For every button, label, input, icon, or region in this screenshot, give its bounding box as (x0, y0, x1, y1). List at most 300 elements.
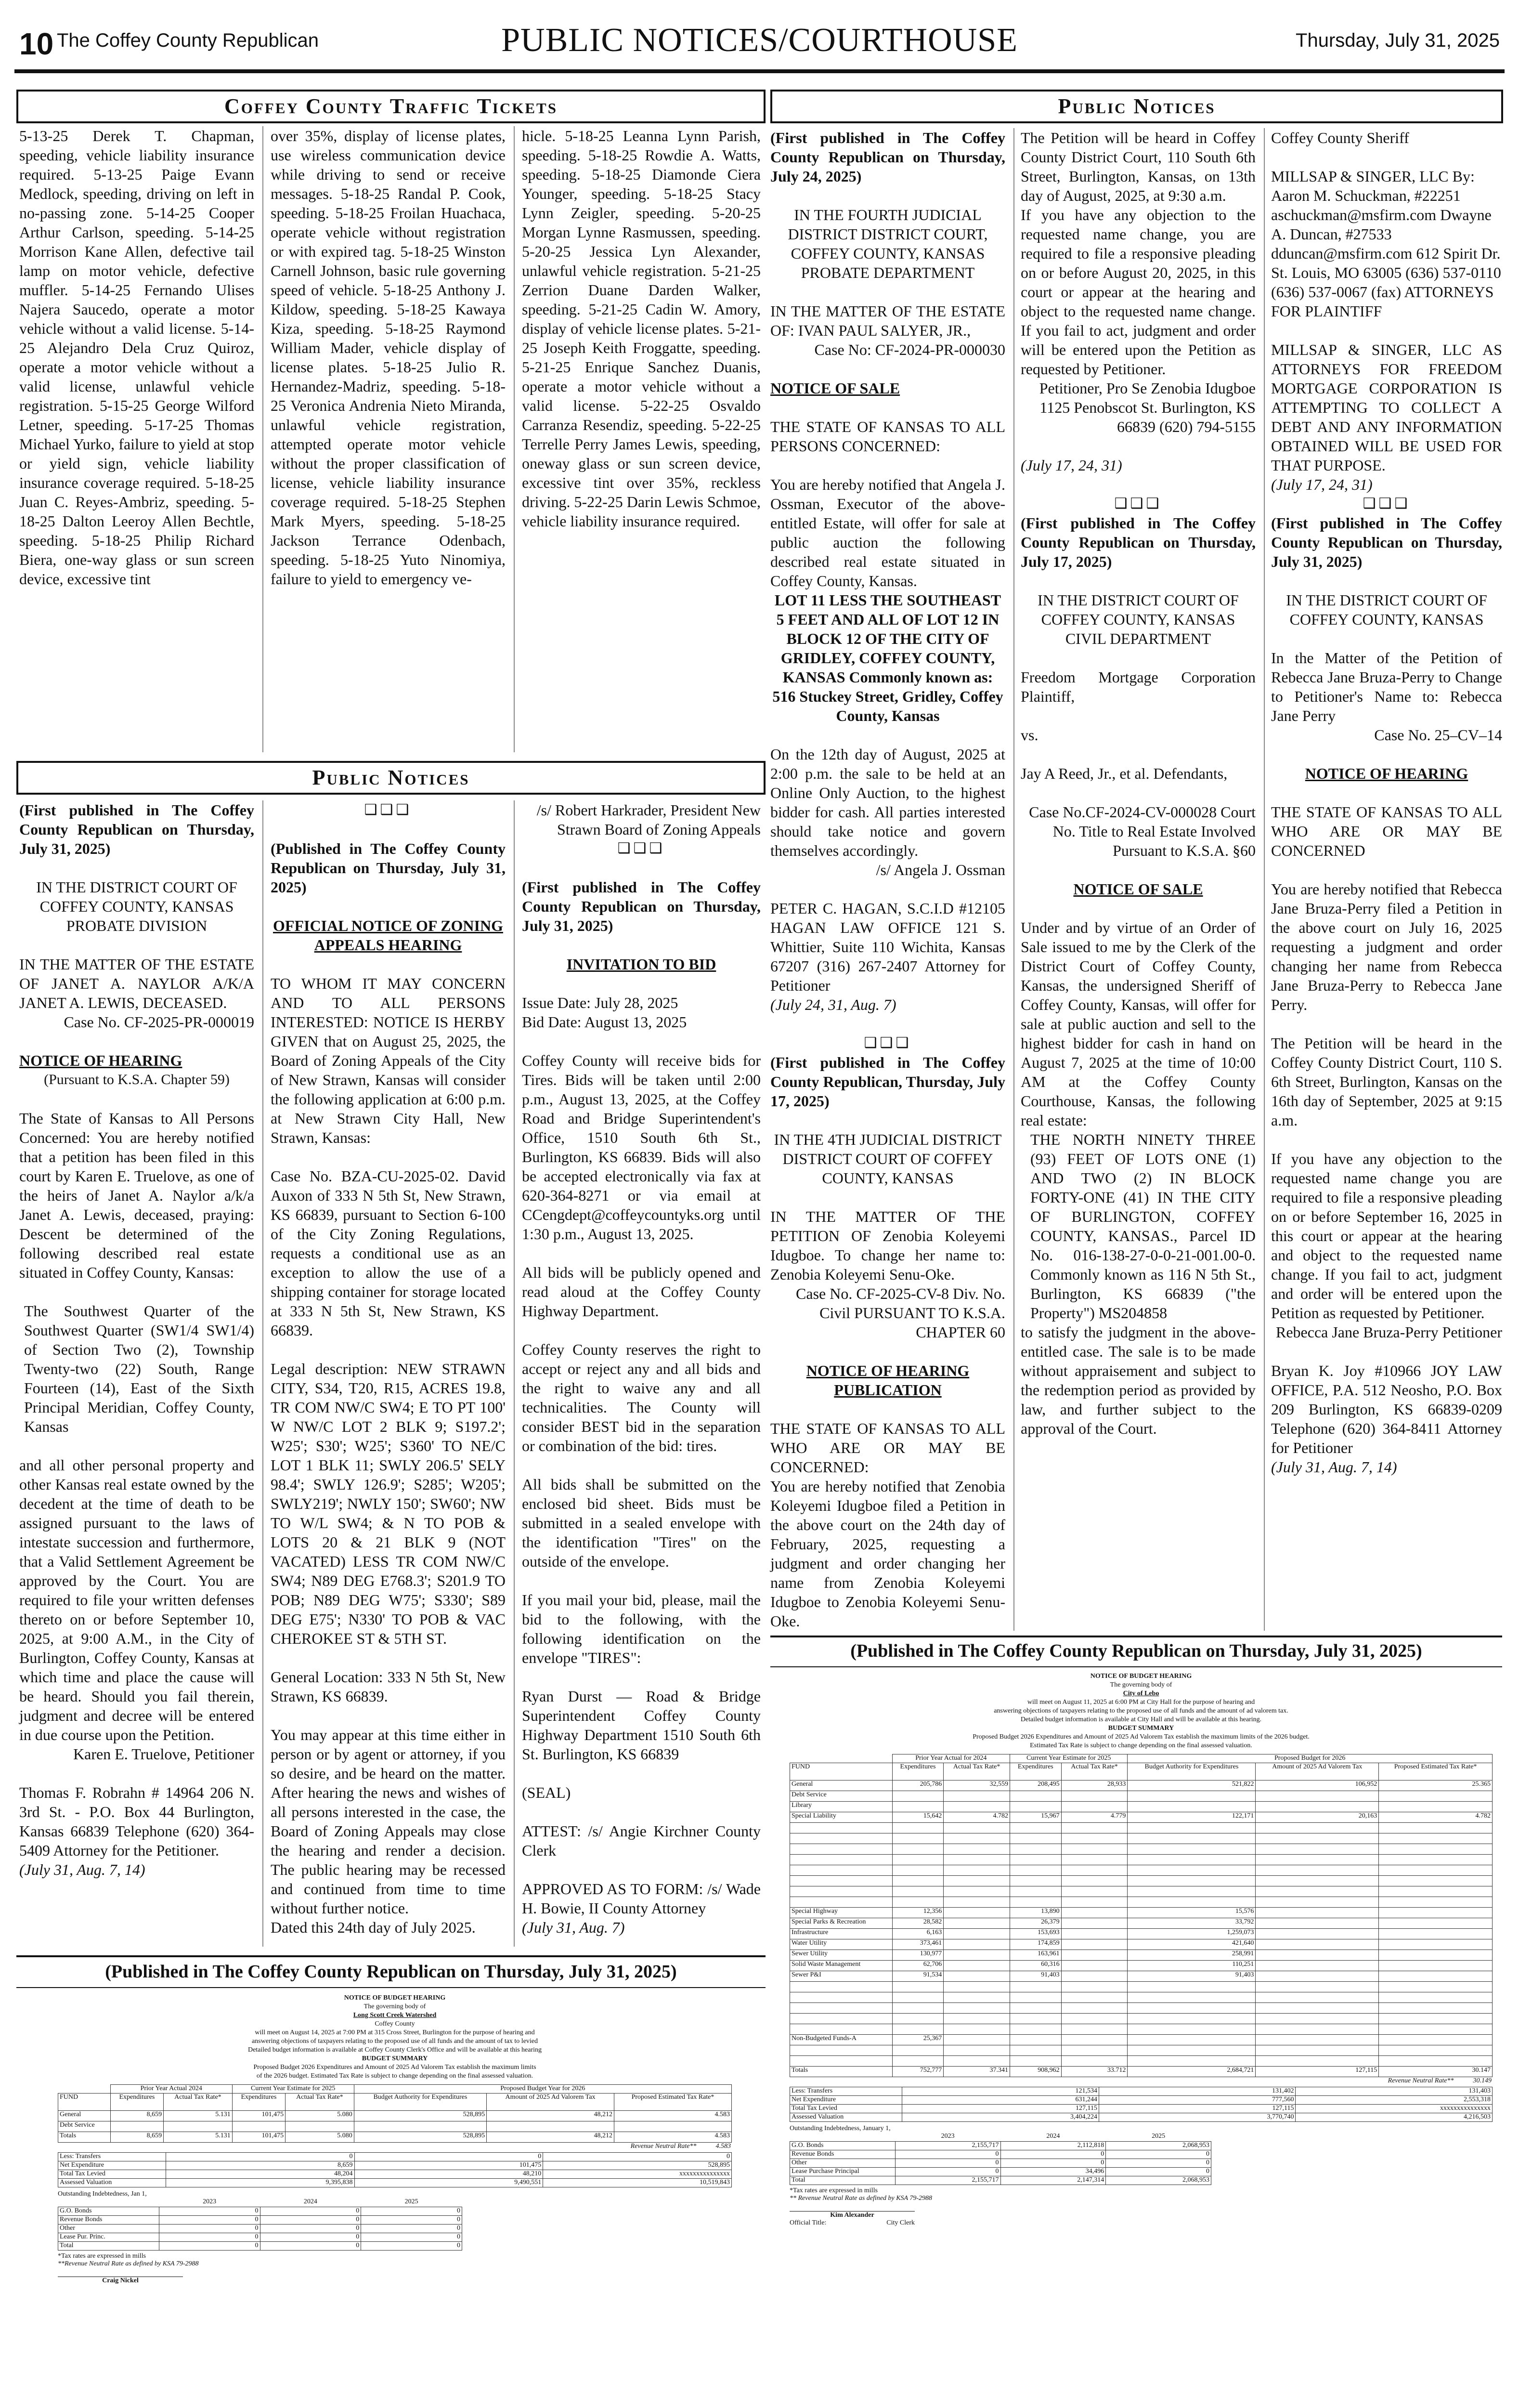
table-cell (1010, 1844, 1062, 1855)
dated-line: Dated this 24th day of July 2025. (271, 1919, 476, 1936)
table-cell (1256, 1823, 1379, 1833)
table-cell (1379, 1802, 1493, 1812)
table-cell (892, 1823, 944, 1833)
summary-cell: xxxxxxxxxxxxxxx (543, 2170, 732, 2179)
page-number: 10 (19, 26, 54, 61)
debt-cell: 0 (361, 2233, 462, 2241)
table-cell: 1,259,073 (1128, 1929, 1256, 1939)
bid-date: Bid Date: August 13, 2025 (522, 1013, 687, 1031)
table-cell: Special Liability (790, 1812, 893, 1823)
notice-to: THE STATE OF KANSAS TO ALL WHO ARE OR MAY BE CONCERNED: (770, 1420, 1005, 1476)
table-cell: 8,659 (110, 2111, 163, 2121)
table-row (790, 1791, 1493, 1802)
summary-row (58, 2161, 732, 2170)
table-cell (892, 1802, 944, 1812)
table-cell: 521,822 (1128, 1780, 1256, 1791)
notice-body: Under and by virtue of an Order of Sale issued to me by the Clerk of the District Court of Coffey County, Kansas, the undersigned Sheriff of Coffey County, Kansas, will offer for sale at public auction and sell to the highest bidder for cash in hand on August 7, 2025 at the time of 10:00 AM at the Coffey County Courthouse, Kansas, the following real estate: (1021, 919, 1256, 1129)
table-cell (790, 1982, 893, 1992)
summary-row (58, 2170, 732, 2179)
notice-body: and all other personal property and other Kansas real estate owned by the decedent at the time of death to be assigned pursuant to the laws of intestate succession and furthermore, that a Valid Settlement Agreement be approved by the Court. You are required to file your written defenses thereto on or before September 10, 2025, at 9:00 A.M., in the City of Burlington, Coffey County, Kansas at which time and place the cause will be heard. Should you fail therein, judgment and decree will be entered in due course upon the Petition. (19, 1456, 254, 1743)
table-cell: 28,582 (892, 1918, 944, 1929)
table-cell (1061, 1929, 1128, 1939)
section-rule (770, 1636, 1502, 1637)
debt-year: 2025 (404, 2198, 418, 2205)
matter: In the Matter of the Petition of Rebecca Jane Bruza-Perry to Change to Petitioner's Name to: Rebecca Jane Perry (1271, 649, 1502, 724)
case-number: Case No. CF-2025-CV-8 Div. No. Civil PURSUANT TO K.S.A. CHAPTER 60 (796, 1285, 1005, 1341)
debt-title: Outstanding Indebtedness, January 1, (790, 2125, 891, 2132)
table-cell (1010, 2045, 1062, 2056)
table-cell: 101,475 (232, 2132, 285, 2143)
summary-cell: 127,115 (1099, 2105, 1296, 2113)
column-group-header: Proposed Budget for 2026 (1128, 1754, 1493, 1763)
notice-body: You may appear at this time either in person or by agent or attorney, if you so desire, and be heard on the matter. After hearing the news and wishes of all persons interested in the case, the Board of Zoning Appeals may close the hearing and render a decision. The public hearing may be recessed and continued from time to time without further notice. (271, 1726, 506, 1917)
notice-subheading: (Pursuant to K.S.A. Chapter 59) (44, 1072, 230, 1087)
table-row (790, 1780, 1493, 1791)
table-cell (790, 1992, 893, 2003)
table-cell (1061, 1791, 1128, 1802)
notice-heading: NOTICE OF HEARING PUBLICATION (806, 1362, 970, 1399)
table-cell: Water Utility (790, 1939, 893, 1950)
plaintiff: Freedom Mortgage Corporation Plaintiff, (1021, 668, 1256, 705)
table-cell (1061, 1886, 1128, 1897)
notice-pub-line: (First published in The Coffey County Republican, Thursday, July 17, 2025) (770, 1054, 1005, 1110)
notice-body: to satisfy the judgment in the above-entitled case. The sale is to be made without appraisement and subject to the redemption period as provided by law, and further subject to the approval of the Court. (1021, 1323, 1256, 1437)
seal: (SEAL) (522, 1784, 571, 1801)
debt-cell: Total (58, 2241, 159, 2250)
debt-table (58, 2198, 462, 2251)
notice-body: On the 12th day of August, 2025 at 2:00 p.m. the sale to be held at an Online Only Auction, to the highest bidder for cash. All parties interested should take notice and govern themselves accordingly. (770, 746, 1005, 859)
table-cell (1379, 2014, 1493, 2024)
summary-cell: xxxxxxxxxxxxxxx (1296, 2105, 1493, 2113)
notice-body: You are hereby notified that Angela J. Ossman, Executor of the above-entitled Estate, will offer for sale at public auction the following described real estate situated in Coffey County, Kansas. (770, 476, 1005, 589)
table-cell (232, 2121, 285, 2132)
table-cell (1379, 1855, 1493, 1865)
table-cell (1061, 2014, 1128, 2024)
summary-cell: Total Tax Levied (790, 2105, 902, 2113)
defendants: Jay A Reed, Jr., et al. Defendants, (1021, 765, 1228, 782)
table-row (790, 2024, 1493, 2035)
budget-header-line5: Estimated Tax Rate is subject to change depending on the final assessed valuation. (1030, 1742, 1252, 1749)
summary-cell: 3,404,224 (902, 2113, 1099, 2122)
table-cell: 5.080 (286, 2111, 354, 2121)
footnote: *Tax rates are expressed in mills (58, 2252, 146, 2260)
notice-heading: OFFICIAL NOTICE OF ZONING APPEALS HEARING (273, 917, 503, 954)
debt-cell: 0 (260, 2224, 361, 2233)
table-row (790, 2067, 1493, 2077)
notice-heading: NOTICE OF SALE (1073, 880, 1203, 898)
revenue-neutral-label: Revenue Neutral Rate** (1388, 2077, 1454, 2084)
summary-cell: 3,770,740 (1099, 2113, 1296, 2122)
debt-cell: Other (790, 2159, 896, 2167)
table-cell: Special Highway (790, 1908, 893, 1918)
table-row (58, 2132, 732, 2143)
notice-body: The Petition will be heard in the Coffey County District Court, 110 S. 6th Street, Burlington, Kansas on the 16th day of September, 2025 at 9:15 a.m. (1271, 1034, 1502, 1129)
court-name: IN THE DISTRICT COURT OF COFFEY COUNTY, KANSAS (1286, 591, 1487, 628)
notice-to: THE STATE OF KANSAS TO ALL PERSONS CONCERNED: (770, 418, 1005, 455)
summary-cell: 0 (166, 2153, 354, 2161)
footnote: ** Revenue Neutral Rate as defined by KSA 79-2988 (790, 2194, 933, 2202)
separator-squares: ❑❑❑ (617, 840, 665, 856)
public-notices-title-left: Public Notices (16, 761, 766, 795)
table-cell (944, 1971, 1010, 1982)
notice-salyer (770, 128, 1005, 1631)
table-cell: 110,251 (1128, 1961, 1256, 1971)
table-cell (1256, 1982, 1379, 1992)
table-cell (1128, 1992, 1256, 2003)
signature: Petitioner, Pro Se Zenobia Idugboe 1125 Penobscot St. Burlington, KS 66839 (620) 794-5155 (1039, 380, 1256, 435)
debt-row (790, 2141, 1211, 2150)
table-cell (1010, 2056, 1062, 2067)
budget-header-title: NOTICE OF BUDGET HEARING (344, 1994, 446, 2002)
column-divider (1264, 128, 1265, 1631)
signer: Kim Alexander (790, 2211, 915, 2219)
table-cell (1061, 2024, 1128, 2035)
table-row (790, 1992, 1493, 2003)
table-cell: 20,163 (1256, 1812, 1379, 1823)
table-cell (944, 1939, 1010, 1950)
public-notices-title-right: Public Notices (770, 90, 1503, 123)
table-cell (1379, 2045, 1493, 2056)
table-cell: 4.583 (614, 2111, 731, 2121)
budget-header-line4: Proposed Budget 2026 Expenditures and Amount of 2025 Ad Valorem Tax establish the maximum limits (253, 2064, 536, 2071)
budget-header-line5: of the 2026 budget. Estimated Tax Rate is subject to change depending on the final assessed valuation. (256, 2072, 533, 2080)
summary-row (58, 2153, 732, 2161)
debt-cell: Total (790, 2176, 896, 2185)
table-cell (1379, 1961, 1493, 1971)
notice-heading: NOTICE OF HEARING (19, 1052, 182, 1069)
table-row (58, 2111, 732, 2121)
matter: IN THE MATTER OF THE ESTATE OF JANET A. NAYLOR A/K/A JANET A. LEWIS, DECEASED. (19, 955, 254, 1011)
table-cell (1010, 1886, 1062, 1897)
table-cell (1128, 1876, 1256, 1886)
table-cell: 373,461 (892, 1939, 944, 1950)
table-cell (1061, 1855, 1128, 1865)
summary-cell: 631,244 (902, 2096, 1099, 2105)
publication-dates: (July 24, 31, Aug. 7) (770, 996, 896, 1013)
footnote: *Tax rates are expressed in mills (790, 2186, 878, 2194)
column-header: Expenditures (892, 1763, 944, 1780)
general-location: General Location: 333 N 5th St, New Strawn, KS 66839. (271, 1668, 506, 1705)
debt-cell: 2,112,818 (1000, 2141, 1106, 2150)
section-rule (770, 1666, 1502, 1667)
notice-body: Coffey County will receive bids for Tires. Bids will be taken until 2:00 p.m., August 13, 2025, at the Coffey Road and Bridge Superintendent's Office, 1510 South 6th St., Burlington, KS 66839. Bids will also be accepted electronically via fax at 620-364-8271 or via email at CCengdept@coffeycountyks.org until 1:30 p.m., August 13, 2025. (522, 1052, 761, 1243)
debt-cell: 0 (260, 2215, 361, 2224)
summary-cell: 9,395,838 (166, 2179, 354, 2187)
table-cell (1256, 2003, 1379, 2014)
table-cell (944, 1961, 1010, 1971)
summary-cell: 101,475 (354, 2161, 543, 2170)
table-cell (1010, 1855, 1062, 1865)
budget-lebo (790, 1672, 1493, 2227)
table-cell (892, 1855, 944, 1865)
notice-pub-line: (Published in The Coffey County Republican on Thursday, July 31, 2025) (271, 840, 506, 896)
table-cell: 15,642 (892, 1812, 944, 1823)
table-cell: 6,163 (892, 1929, 944, 1939)
separator-squares: ❑❑❑ (1363, 496, 1411, 511)
table-cell: Debt Service (790, 1791, 893, 1802)
table-cell (892, 2014, 944, 2024)
approved: APPROVED AS TO FORM: /s/ Wade H. Bowie, II County Attorney (522, 1880, 761, 1917)
budget-header-entity: Long Scott Creek Watershed (353, 2012, 437, 2019)
table-row (58, 2121, 732, 2132)
table-cell: 908,962 (1010, 2067, 1062, 2077)
budget-summary-table (58, 2152, 732, 2187)
table-cell (1061, 1982, 1128, 1992)
table-cell (944, 1833, 1010, 1844)
signature: Karen E. Truelove, Petitioner (73, 1745, 254, 1763)
debt-cell: 0 (361, 2241, 462, 2250)
table-cell (944, 1886, 1010, 1897)
table-cell (944, 2003, 1010, 2014)
table-cell (1061, 2056, 1128, 2067)
notice-mortgage-cont (1271, 128, 1502, 1477)
table-cell: 32,559 (944, 1780, 1010, 1791)
notice-pub-line: (First published in The Coffey County Republican on Thursday, July 17, 2025) (1021, 514, 1256, 570)
debt-cell: 0 (895, 2167, 1000, 2176)
table-cell (1379, 1865, 1493, 1876)
legal-description: The Southwest Quarter of the Southwest Quarter (SW1/4 SW1/4) of Section Two (2), Township Twenty-two (22) South, Range Fourteen (14), East of the Sixth Principal Meridian, Coffey County, Kansas (24, 1302, 254, 1435)
debt-cell: 0 (159, 2207, 260, 2215)
budget-header-title: NOTICE OF BUDGET HEARING (1090, 1673, 1192, 1680)
table-cell: 174,859 (1010, 1939, 1062, 1950)
notice-body: If you mail your bid, please, mail the bid to the following, with the following identification on the envelope "TIRES": (522, 1591, 761, 1666)
debt-row (790, 2159, 1211, 2167)
notice-bid (522, 800, 761, 1937)
table-cell (1061, 1876, 1128, 1886)
table-cell (1256, 1908, 1379, 1918)
summary-row (790, 2105, 1493, 2113)
notice-body: TO WHOM IT MAY CONCERN AND TO ALL PERSONS INTERESTED: NOTICE IS HERBY GIVEN that on August 25, 2025, the Board of Zoning Appeals of the City of New Strawn, Kansas will consider the following application at 6:00 p.m. at New Strawn City Hall, New Strawn, Kansas: (271, 975, 506, 1146)
table-cell: Non-Budgeted Funds-A (790, 2035, 893, 2045)
table-cell (1256, 1844, 1379, 1855)
table-cell (790, 2024, 893, 2035)
table-cell (944, 1855, 1010, 1865)
column-header: Expenditures (110, 2094, 163, 2111)
summary-row (58, 2179, 732, 2187)
table-cell (944, 2045, 1010, 2056)
table-cell: 163,961 (1010, 1950, 1062, 1961)
table-cell (1010, 2035, 1062, 2045)
debt-collector-notice: MILLSAP & SINGER, LLC AS ATTORNEYS FOR FREEDOM MORTGAGE CORPORATION IS ATTEMPTING TO COLLECT A DEBT AND ANY INFORMATION OBTAINED WILL BE USED FOR THAT PURPOSE. (1271, 341, 1502, 474)
budget-header-body: The governing body of (1110, 1681, 1172, 1688)
table-cell: 122,171 (1128, 1812, 1256, 1823)
table-cell (892, 1897, 944, 1908)
debt-year: 2025 (1152, 2133, 1166, 2140)
table-cell (1061, 1908, 1128, 1918)
notice-heading: NOTICE OF HEARING (1305, 765, 1468, 782)
table-cell: General (790, 1780, 893, 1791)
debt-cell: 2,068,953 (1106, 2176, 1211, 2185)
debt-row (790, 2167, 1211, 2176)
table-cell: Infrastructure (790, 1929, 893, 1939)
traffic-col-2: over 35%, display of license plates, use wireless communication device while driving to send or receive messages. 5-18-25 Randal P. Cook, speeding. 5-18-25 Froilan Huachaca, operate vehicle without registration or with expired tag. 5-18-25 Winston Carnell Johnson, basic rule governing speed of vehicle. 5-18-25 Anthony J. Kildow, speeding. 5-18-25 Kawaya Kiza, speeding. 5-18-25 Raymond William Mader, vehicle display of license plates. 5-18-25 Julio R. Hernandez-Madriz, speeding. 5-18-25 Veronica Andrenia Nieto Miranda, unlawful vehicle registration, attempted operate motor vehicle without the proper classification of license, vehicle liability insurance coverage required. 5-18-25 Stephen Mark Myers, speeding. 5-18-25 Jackson Terrance Odenbach, speeding. 5-18-25 Yuto Ninomiya, failure to yield to emergency ve- (271, 127, 506, 588)
revenue-neutral-value: 4.583 (715, 2143, 731, 2150)
signer-title-row (790, 2219, 915, 2227)
signer-role: City Clerk (886, 2219, 915, 2226)
debt-cell: 0 (260, 2233, 361, 2241)
table-row (790, 1939, 1493, 1950)
table-cell (1061, 1823, 1128, 1833)
table-cell (892, 2056, 944, 2067)
table-row (790, 1844, 1493, 1855)
debt-blank (790, 2133, 896, 2141)
debt-cell: 0 (159, 2233, 260, 2241)
summary-cell: 0 (354, 2153, 543, 2161)
column-header: Actual Tax Rate* (944, 1763, 1010, 1780)
table-cell (1061, 1961, 1128, 1971)
fund-header-blank (790, 1754, 893, 1763)
debt-title: Outstanding Indebtedness, Jan 1, (58, 2190, 147, 2198)
table-cell (1061, 1865, 1128, 1876)
table-row (790, 1865, 1493, 1876)
summary-cell: Net Expenditure (790, 2096, 902, 2105)
notice-pub-line: (First published in The Coffey County Republican on Thursday, July 31, 2025) (19, 801, 254, 857)
table-cell (1010, 1982, 1062, 1992)
table-row (790, 2056, 1493, 2067)
table-cell (944, 1802, 1010, 1812)
table-cell: 62,706 (892, 1961, 944, 1971)
table-cell: Debt Service (58, 2121, 111, 2132)
debt-row (58, 2207, 462, 2215)
notice-to: THE STATE OF KANSAS TO ALL WHO ARE OR MAY BE CONCERNED (1271, 803, 1502, 859)
table-cell (1379, 1908, 1493, 1918)
budget-header-line1: will meet on August 11, 2025 at 6:00 PM at City Hall for the purpose of hearing and (1027, 1699, 1255, 1706)
table-cell (1379, 1876, 1493, 1886)
table-cell (1256, 1886, 1379, 1897)
column-group-header: Proposed Budget Year for 2026 (354, 2085, 731, 2094)
budget-header-county: Coffey County (375, 2020, 415, 2028)
notice-body: You are hereby notified that Rebecca Jane Bruza-Perry filed a Petition in the above court on July 16, 2025 requesting a judgment and order changing her name from Rebecca Jane Bruza-Perry to Rebecca Jane Perry. (1271, 880, 1502, 1013)
table-cell: General (58, 2111, 111, 2121)
table-cell (1379, 1939, 1493, 1950)
attorney-block: PETER C. HAGAN, S.C.I.D #12105 HAGAN LAW OFFICE 121 S. Whittier, Suite 110 Wichita, Kansas 67207 (316) 267-2407 Attorney for Petitioner (770, 900, 1005, 994)
debt-cell: 2,155,717 (895, 2141, 1000, 2150)
table-cell (892, 1876, 944, 1886)
budget-long (58, 1994, 732, 2285)
table-cell (1128, 2035, 1256, 2045)
table-cell: 4.779 (1061, 1812, 1128, 1823)
table-cell (892, 1992, 944, 2003)
table-cell (1061, 1918, 1128, 1929)
table-row (790, 1961, 1493, 1971)
legal-description: THE NORTH NINETY THREE (93) FEET OF LOTS ONE (1) AND TWO (2) IN BLOCK FORTY-ONE (41) IN THE CITY OF BURLINGTON, COFFEY COUNTY, KANSAS., Parcel ID No. 016-138-27-0-0-21-001.00-0. Commonly known as 116 N 5th St., Burlington, KS 66839 ("the Property") MS204858 (1030, 1131, 1256, 1322)
table-cell (1010, 1823, 1062, 1833)
table-cell: 48,212 (487, 2132, 614, 2143)
table-row (790, 1950, 1493, 1961)
debt-cell: 0 (159, 2241, 260, 2250)
debt-cell: Revenue Bonds (790, 2150, 896, 2159)
summary-cell: Assessed Valuation (58, 2179, 166, 2187)
debt-cell: 0 (1000, 2150, 1106, 2159)
table-cell: Library (790, 1802, 893, 1812)
notice-body: You are hereby notified that Zenobia Koleyemi Idugboe filed a Petition in the above court on the 24th day of February, 2025, requesting a judgment and order changing her name from Zenobia Koleyemi Idugboe to Zenobia Koleyemi Senu-Oke. (770, 1478, 1005, 1630)
attorney-block: Bryan K. Joy #10966 JOY LAW OFFICE, P.A. 512 Neosho, P.O. Box 209 Burlington, KS 66839-0209 Telephone (620) 364-8411 Attorney for Petitioner (1271, 1362, 1502, 1456)
table-cell: 130,977 (892, 1950, 944, 1961)
budget-header-line2: answering objections of taxpayers relating to the proposed use of all funds and the amount of ad valorem tax. (994, 1707, 1288, 1714)
notice-zoning (271, 800, 506, 1937)
table-row (790, 1823, 1493, 1833)
table-cell (790, 1897, 893, 1908)
table-cell (1061, 1833, 1128, 1844)
table-cell: 4.583 (614, 2132, 731, 2143)
summary-cell: 777,560 (1099, 2096, 1296, 2105)
issue-date: Thursday, July 31, 2025 (1296, 30, 1500, 51)
table-cell: 33,792 (1128, 1918, 1256, 1929)
budget-header-entity: City of Lebo (1123, 1690, 1159, 1697)
table-cell (1379, 1886, 1493, 1897)
table-cell (487, 2121, 614, 2132)
section-rule (16, 1987, 766, 1988)
table-row (790, 2014, 1493, 2024)
table-row (790, 1929, 1493, 1939)
court-name: IN THE DISTRICT COURT OF COFFEY COUNTY, KANSAS CIVIL DEPARTMENT (1038, 591, 1239, 647)
table-cell (1256, 1865, 1379, 1876)
notice-pub-line: (First published in The Coffey County Republican on Thursday, July 31, 2025) (1271, 514, 1502, 570)
table-cell: 5.131 (164, 2111, 233, 2121)
summary-cell: 0 (543, 2153, 732, 2161)
table-cell (1379, 1833, 1493, 1844)
summary-cell: Less: Transfers (790, 2087, 902, 2096)
notice-body: If you have any objection to the requested name change, you are required to file a responsive pleading on or before August 20, 2025, in this court or appear at the hearing and object to the requested name change. If you fail to act, judgment and order will be entered upon the Petition as requested by Petitioner. (1021, 206, 1256, 378)
table-cell: 15,576 (1128, 1908, 1256, 1918)
notice-naylor (19, 800, 254, 1879)
separator-squares: ❑❑❑ (364, 802, 412, 818)
table-row (790, 1833, 1493, 1844)
table-cell (1061, 1897, 1128, 1908)
debt-cell: Revenue Bonds (58, 2215, 159, 2224)
table-cell (1256, 1855, 1379, 1865)
debt-cell: 0 (361, 2224, 462, 2233)
column-divider (262, 126, 263, 752)
traffic-col-1: 5-13-25 Derek T. Chapman, speeding, vehicle liability insurance required. 5-13-25 Paige Evann Medlock, speeding, driving on left in no-passing zone. 5-14-25 Cooper Arthur Carlson, speeding. 5-14-25 Morrison Kane Allen, defective tail lamp on motor vehicle, defective muffler. 5-14-25 Fernando Ulises Najera Saucedo, operate a motor vehicle without a valid license. 5-14-25 Alejandro Dela Cruz Quiroz, operate a motor vehicle without a valid license, unlawful vehicle registration. 5-15-25 George Wilford Letner, speeding. 5-17-25 Thomas Michael Yurko, failure to yield at stop or yield sign, vehicle liability insurance coverage required. 5-18-25 Juan C. Reyes-Ambriz, speeding. 5-18-25 Dalton Leeroy Allen Bechtle, speeding. 5-18-25 Philip Richard Biera, one-way glass or sun screen device, excessive tint (19, 127, 254, 588)
table-cell: 528,895 (354, 2132, 486, 2143)
summary-row (790, 2087, 1493, 2096)
debt-cell: G.O. Bonds (58, 2207, 159, 2215)
table-cell (1010, 1876, 1062, 1886)
budget-header-line2: answering objections of taxpayers relating to the proposed use of all funds and the amount of tax to levied (251, 2038, 538, 2045)
table-cell: 12,356 (892, 1908, 944, 1918)
debt-row (58, 2241, 462, 2250)
table-cell (892, 1791, 944, 1802)
publication-dates: (July 31, Aug. 7) (522, 1919, 625, 1936)
table-cell (1128, 2056, 1256, 2067)
table-row (790, 2045, 1493, 2056)
table-cell (1128, 1886, 1256, 1897)
table-row (790, 1855, 1493, 1865)
table-cell: 528,895 (354, 2111, 486, 2121)
table-cell (944, 2056, 1010, 2067)
debt-cell: 0 (1106, 2150, 1211, 2159)
table-cell (1010, 1833, 1062, 1844)
table-cell (790, 2014, 893, 2024)
summary-cell: 10,519,843 (543, 2179, 732, 2187)
notice-heading: INVITATION TO BID (566, 955, 716, 973)
table-cell (1010, 1992, 1062, 2003)
table-cell: 15,967 (1010, 1812, 1062, 1823)
table-cell (1010, 1897, 1062, 1908)
debt-cell: 0 (159, 2224, 260, 2233)
table-cell (944, 2014, 1010, 2024)
column-divider (514, 126, 515, 752)
table-cell: 91,534 (892, 1971, 944, 1982)
column-header: Expenditures (232, 2094, 285, 2111)
notice-body: All bids shall be submitted on the enclosed bid sheet. Bids must be submitted in a sealed envelope with the identification "Tires" on the outside of the envelope. (522, 1476, 761, 1570)
table-cell: 101,475 (232, 2111, 285, 2121)
table-cell (1256, 1939, 1379, 1950)
table-cell (1061, 1992, 1128, 2003)
publication-dates: (July 17, 24, 31) (1271, 476, 1373, 493)
table-cell: 28,933 (1061, 1780, 1128, 1791)
